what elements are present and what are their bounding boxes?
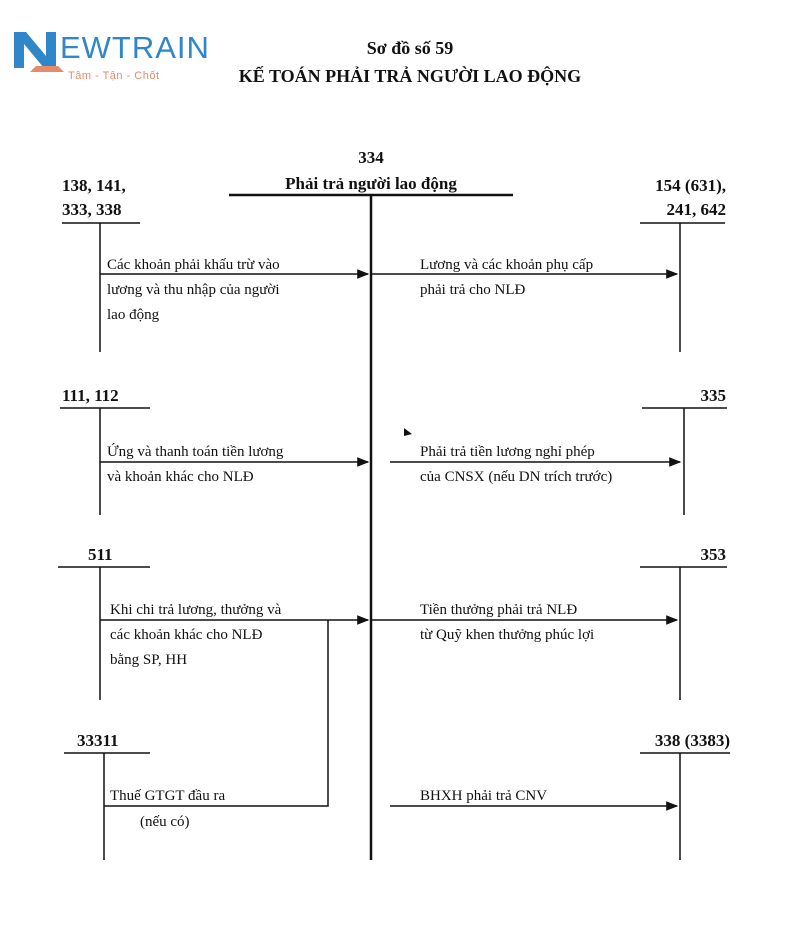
- left-entry-1: Các khoản phải khấu trừ vào lương và thu nhập của người lao động: [107, 257, 280, 323]
- right-entry-2: Phải trả tiền lương nghỉ phép của CNSX (nếu DN trích trước): [420, 444, 613, 485]
- right-entry-4: BHXH phải trả CNV: [420, 788, 548, 804]
- left-account-1-label: 138, 141, 333, 338: [62, 176, 126, 219]
- right-account-1-label: 154 (631), 241, 642: [655, 176, 726, 219]
- account-334-name: Phải trả người lao động: [285, 174, 457, 193]
- left-entry-4-line1: Thuế GTGT đầu ra: [110, 788, 226, 804]
- stray-mark: [404, 428, 412, 436]
- logo-wordmark: EWTRAIN: [60, 30, 210, 65]
- left-account-4-label: 33311: [77, 731, 119, 750]
- left-account-2-label: 111, 112: [62, 386, 119, 405]
- left-entry-2: Ứng và thanh toán tiền lương và khoản khác cho NLĐ: [107, 444, 284, 485]
- left-entry-3: Khi chi trả lương, thưởng và các khoản khác cho NLĐ bằng SP, HH: [110, 602, 282, 668]
- account-334-code: 334: [358, 148, 384, 167]
- right-entry-1: Lương và các khoản phụ cấp phải trả cho NLĐ: [420, 257, 594, 298]
- diagram-number: Sơ đồ số 59: [366, 38, 454, 58]
- right-account-3-label: 353: [700, 545, 726, 564]
- diagram-title: KẾ TOÁN PHẢI TRẢ NGƯỜI LAO ĐỘNG: [238, 66, 582, 86]
- left-account-3-label: 511: [88, 545, 113, 564]
- left-entry-4-line2: (nếu có): [140, 814, 190, 830]
- right-entry-3: Tiền thưởng phải trả NLĐ từ Quỹ khen thưởng phúc lợi: [420, 602, 595, 643]
- right-account-4-label: 338 (3383): [654, 731, 730, 750]
- right-account-2-label: 335: [700, 386, 726, 405]
- logo-tagline: Tâm - Tận - Chốt: [68, 70, 160, 82]
